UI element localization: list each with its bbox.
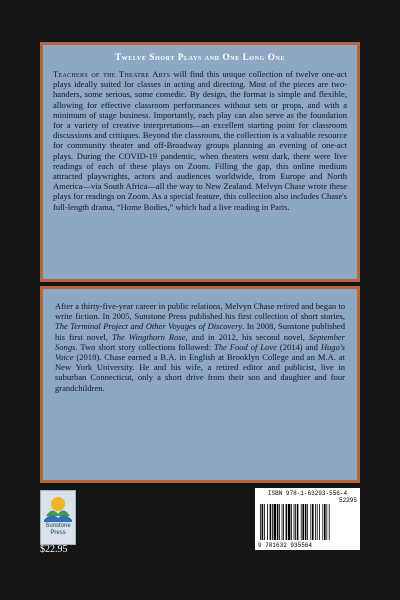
blurb-lead: Teachers of the Theatre Arts <box>53 69 171 79</box>
blurb-panel <box>40 42 360 282</box>
barcode-bars-icon <box>258 504 357 540</box>
book-title-wingthorn-rose: The Wingthorn Rose <box>111 331 186 342</box>
sunstone-emblem-icon <box>44 494 72 522</box>
book-title-hugos-voice: Hugo's Voice <box>55 341 345 363</box>
bio-segment: After a thirty-five-year career in public relations, Melvyn Chase retired and began to write fiction. In 2005, Sunstone Press published his first collection of short stories, <box>55 301 345 322</box>
book-title-september-songs: September Songs <box>55 331 345 352</box>
publisher-name <box>41 523 75 536</box>
isbn-barcode <box>255 488 360 550</box>
bio-segment: . Two short story collections followed: <box>75 341 215 352</box>
book-title-terminal-project: The Terminal Project and Other Voyages of Discovery <box>55 321 243 332</box>
blurb-body: will find this unique collection of twelve one-act plays ideally suited for classes in acting and directing. Most of the pieces are two-handers, some serious, some comedic. By design, the format is simple and flexible, allowing for effective classroom performances without sets or props, and with a minimum of stage business. Importantly, each play can also serve as the foundation for a variety of creative interpretations—an excellent starting point for classroom discussions and critiques. Beyond the classroom, the collection is a valuable resource for community theater and off-Broadway groups planning an evening of one-act plays. During the COVID-19 pandemic, when theaters went dark, there were live readings of each of these plays on Zoom. Filling the gap, this online medium attracted playwrights, actors and audiences worldwide, from Europe and North America—via South Africa—all the way to New Zealand. Melvyn Chase wrote these plays for readings on Zoom. As a special feature, this collection also includes Chase's full-length drama, “Home Bodies,” which had a live reading in Paris. <box>53 69 347 212</box>
bio-segment: (2018). Chase earned a B.A. in English at Brooklyn College and an M.A. at New York University. He and his wife, a retired editor and publicist, live in suburban Connecticut, only a short drive from their son and daughter and four grandchildren. <box>55 352 345 393</box>
ean-digits: 9 781632 935564 <box>258 542 313 549</box>
author-bio-text <box>55 301 345 393</box>
publisher-name-line2: Press <box>50 529 66 536</box>
author-bio-panel <box>40 286 360 483</box>
book-title-food-of-love: The Food of Love <box>214 341 277 352</box>
publisher-name-line1: Sunstone <box>45 523 71 529</box>
publisher-logo <box>40 490 76 545</box>
bio-segment: . In 2008, Sunstone published his first novel, <box>55 321 345 342</box>
blurb-text <box>53 69 347 212</box>
price-label: $22.95 <box>40 544 68 555</box>
blurb-title: Twelve Short Plays and One Long One <box>114 52 286 62</box>
bio-segment: , and in 2012, his second novel, <box>185 331 309 342</box>
bio-segment: (2014) and <box>276 341 321 352</box>
isbn-text: ISBN 978-1-63293-556-4 <box>267 490 348 497</box>
price-code: 52295 <box>338 497 357 504</box>
